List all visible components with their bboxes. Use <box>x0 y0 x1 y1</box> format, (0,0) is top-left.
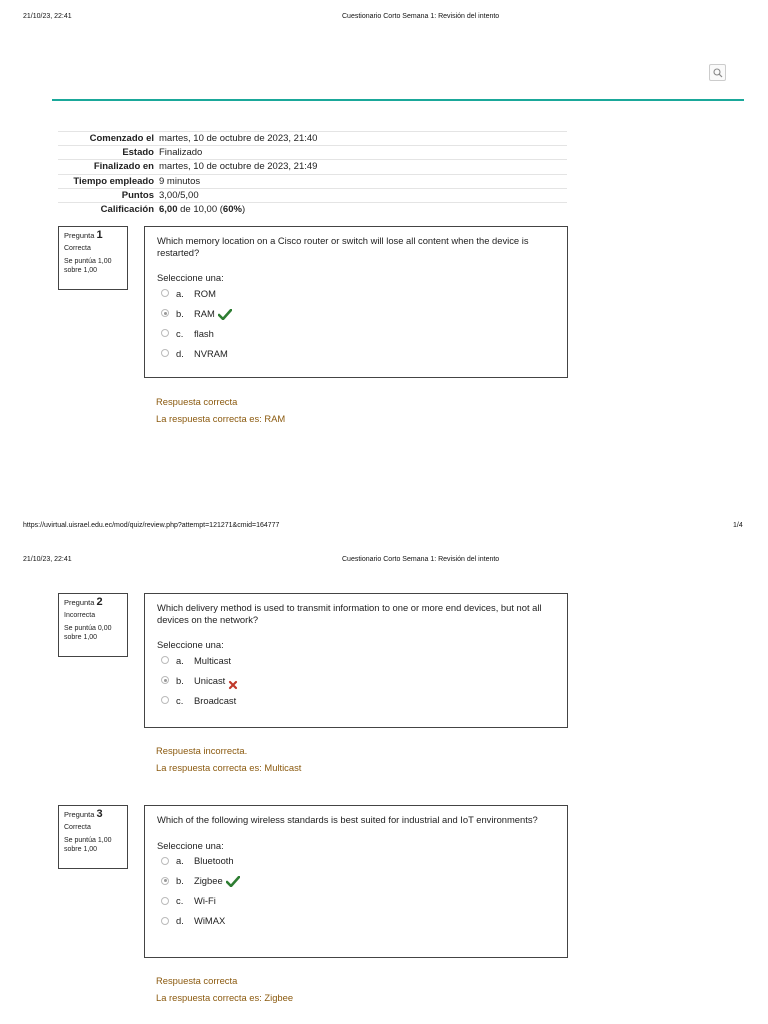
print-title: Cuestionario Corto Semana 1: Revisión del intento <box>342 556 500 563</box>
question-info-2 <box>58 593 128 657</box>
radio-button[interactable] <box>161 696 169 704</box>
feedback-right-answer: La respuesta correcta es: Multicast <box>156 762 302 773</box>
grade-close: ) <box>241 204 246 216</box>
question-content-1 <box>144 226 568 378</box>
option-text: Multicast <box>194 654 231 666</box>
print-url: https://uvirtual.uisrael.edu.ec/mod/quiz/review.php?attempt=121271&cmid=164777 <box>23 522 280 529</box>
question-text: Which delivery method is used to transmit information to one or more end devices, but not all devices on the network? <box>157 602 542 625</box>
option-text: RAM <box>194 307 215 319</box>
radio-button[interactable] <box>161 897 169 905</box>
question-text: Which memory location on a Cisco router or switch will lose all content when the device is restarted? <box>157 235 529 258</box>
radio-button-selected[interactable] <box>161 676 169 684</box>
summary-label: Estado <box>122 147 154 159</box>
option-text: flash <box>194 327 214 339</box>
grade-value: 6,00 <box>159 204 178 216</box>
feedback-result: Respuesta correcta <box>156 975 238 986</box>
summary-label: Puntos <box>121 189 154 201</box>
radio-button[interactable] <box>161 656 169 664</box>
print-datetime: 21/10/23, 22:41 <box>23 556 72 563</box>
answer-option-selected[interactable] <box>157 675 555 695</box>
summary-label: Comenzado el <box>89 133 154 145</box>
radio-button-selected[interactable] <box>161 309 169 317</box>
option-text: Unicast <box>194 674 226 686</box>
option-text: Bluetooth <box>194 855 234 866</box>
check-icon <box>218 309 232 320</box>
option-letter: b. <box>176 674 184 686</box>
summary-value: martes, 10 de octubre de 2023, 21:40 <box>159 133 318 145</box>
option-letter: c. <box>176 694 184 706</box>
radio-button[interactable] <box>161 329 169 337</box>
feedback-right-answer: La respuesta correcta es: RAM <box>156 413 286 424</box>
question-grade: Se puntúa 1,00 sobre 1,00 <box>64 258 112 274</box>
question-prompt: Seleccione una: <box>157 639 224 650</box>
answer-option[interactable] <box>157 655 555 675</box>
answer-option[interactable] <box>157 328 555 348</box>
header-divider <box>52 99 744 101</box>
question-text: Which of the following wireless standards is best suited for industrial and IoT environments? <box>157 814 538 825</box>
summary-value: 3,00/5,00 <box>159 189 199 201</box>
option-letter: b. <box>176 307 184 319</box>
option-letter: d. <box>176 915 184 926</box>
question-number: Pregunta 1 <box>64 229 103 241</box>
radio-button[interactable] <box>161 289 169 297</box>
question-info-3 <box>58 805 128 869</box>
question-content-2 <box>144 593 568 728</box>
question-number: Pregunta 3 <box>64 808 103 820</box>
summary-row-finished <box>58 160 567 174</box>
summary-value: martes, 10 de octubre de 2023, 21:49 <box>159 161 318 173</box>
feedback-result: Respuesta correcta <box>156 396 238 407</box>
option-letter: c. <box>176 895 184 906</box>
summary-value: Finalizado <box>159 147 203 159</box>
radio-button[interactable] <box>161 917 169 925</box>
summary-row-grade <box>58 202 567 216</box>
question-feedback-2 <box>156 742 301 776</box>
grade-out-of: de 10,00 ( <box>177 204 223 216</box>
option-text: ROM <box>194 287 216 299</box>
summary-row-points <box>58 188 567 202</box>
print-datetime: 21/10/23, 22:41 <box>23 13 72 20</box>
answer-option[interactable] <box>157 895 555 915</box>
search-icon <box>713 68 723 78</box>
question-state: Correcta <box>64 824 91 831</box>
option-letter: a. <box>176 287 184 299</box>
option-text: NVRAM <box>194 347 228 359</box>
summary-row-started <box>58 132 567 146</box>
summary-row-state <box>58 146 567 160</box>
print-title: Cuestionario Corto Semana 1: Revisión del intento <box>342 13 500 20</box>
option-text: Wi-Fi <box>194 895 216 906</box>
radio-button[interactable] <box>161 857 169 865</box>
answer-option[interactable] <box>157 915 555 935</box>
answer-option-selected[interactable] <box>157 875 555 895</box>
answer-option[interactable] <box>157 348 555 368</box>
answer-option[interactable] <box>157 288 555 308</box>
summary-label: Finalizado en <box>93 161 154 173</box>
summary-row-time <box>58 174 567 188</box>
option-letter: c. <box>176 327 184 339</box>
question-state: Incorrecta <box>64 612 96 619</box>
attempt-summary-table <box>58 131 567 217</box>
cross-icon <box>228 680 238 690</box>
radio-button-selected[interactable] <box>161 877 169 885</box>
option-text: Broadcast <box>194 694 237 706</box>
radio-button[interactable] <box>161 349 169 357</box>
option-text: WiMAX <box>194 915 226 926</box>
question-feedback-1 <box>156 393 285 427</box>
option-letter: d. <box>176 347 184 359</box>
answer-option[interactable] <box>157 855 555 875</box>
question-state: Correcta <box>64 245 91 252</box>
option-letter: a. <box>176 654 184 666</box>
question-prompt: Seleccione una: <box>157 839 224 851</box>
option-letter: b. <box>176 875 184 886</box>
answer-option[interactable] <box>157 695 555 715</box>
print-page-number: 1/4 <box>733 522 743 529</box>
search-button[interactable] <box>709 64 726 81</box>
question-feedback-3 <box>156 972 293 1006</box>
summary-value <box>159 202 567 216</box>
summary-label: Calificación <box>100 204 154 216</box>
summary-value: 9 minutos <box>159 175 201 187</box>
question-grade: Se puntúa 0,00 sobre 1,00 <box>64 625 112 641</box>
grade-percent: 60% <box>222 204 242 216</box>
question-info-1 <box>58 226 128 290</box>
summary-label: Tiempo empleado <box>73 175 154 187</box>
question-prompt: Seleccione una: <box>157 272 224 283</box>
feedback-result: Respuesta incorrecta. <box>156 745 248 756</box>
option-letter: a. <box>176 855 184 866</box>
option-text: Zigbee <box>194 875 223 886</box>
question-grade: Se puntúa 1,00 sobre 1,00 <box>64 837 112 853</box>
check-icon <box>226 876 240 887</box>
feedback-right-answer: La respuesta correcta es: Zigbee <box>156 992 294 1003</box>
question-content-3 <box>144 805 568 958</box>
question-number: Pregunta 2 <box>64 596 103 608</box>
answer-option-selected[interactable] <box>157 308 555 328</box>
